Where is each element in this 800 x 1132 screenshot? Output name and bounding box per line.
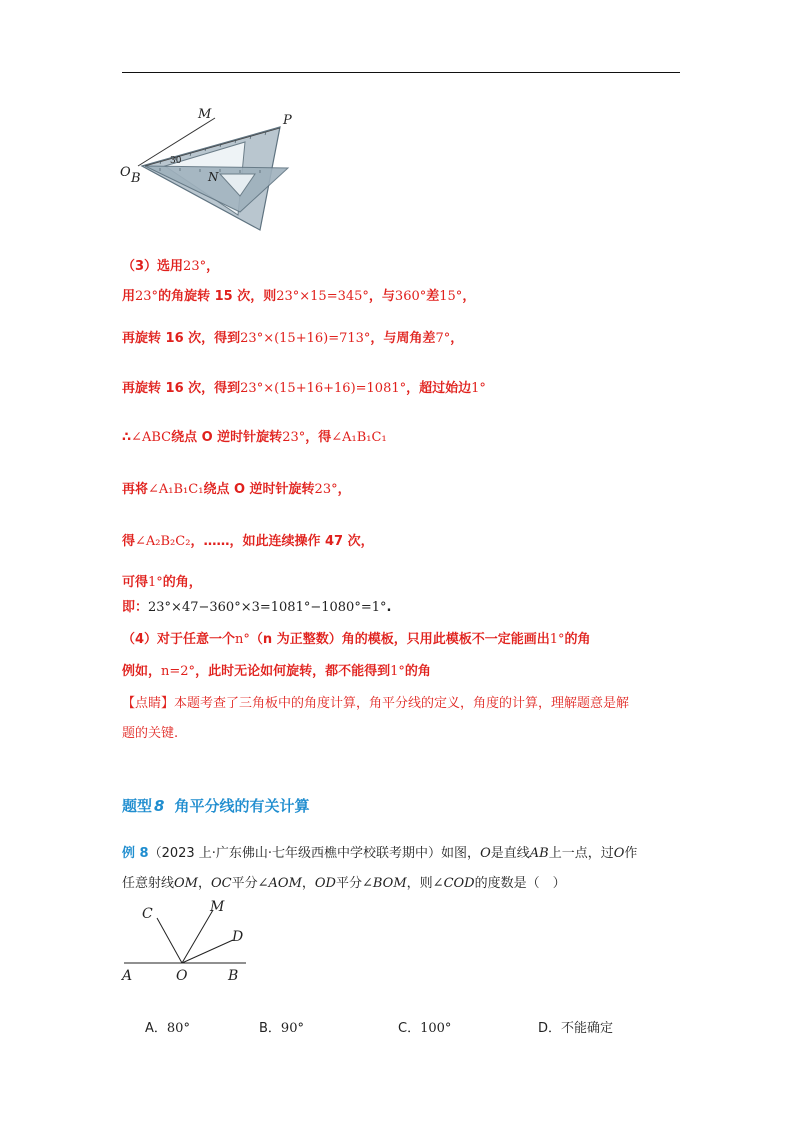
solution-line-8: 可得1°的角， [122,575,202,590]
solution-line-1: （3）选用23°， [122,259,220,274]
example-line-2: 任意射线OM，OC平分∠AOM，OD平分∠BOM，则∠COD的度数是（ ） [122,876,566,891]
example-tag: 例 8 [122,846,149,861]
label-b: B [228,968,239,983]
angle-bisector-figure [118,898,258,983]
option-c[interactable]: C．100° [398,1021,452,1036]
option-a[interactable]: A．80° [145,1021,190,1036]
solution-line-3: 再旋转 16 次，得到23°×(15+16)=713°，与周角差7°， [122,331,464,346]
label-c: C [142,906,153,922]
option-d[interactable]: D．不能确定 [538,1021,614,1036]
ray-oc [157,918,182,963]
label-p: P [283,113,292,128]
label-n: N [208,170,219,184]
solution-line-4: 再旋转 16 次，得到23°×(15+16+16)=1081°，超过始边1° [122,381,486,396]
label-o: O [176,968,188,983]
section-number: 8 [154,797,165,815]
section-label: 题型 [122,797,153,815]
solution-line-2: 用23°的角旋转 15 次，则23°×15=345°，与360°差15°， [122,289,476,304]
label-b: B [131,171,141,186]
solution-line-9: 即：23°×47−360°×3=1081°−1080°=1°. [122,600,392,615]
label-o: O [120,165,131,180]
solution-line-7: 得∠A₂B₂C₂，……，如此连续操作 47 次， [122,534,374,549]
header-rule [122,72,680,73]
label-d: D [232,929,244,945]
solution-line-6: 再将∠A₁B₁C₁绕点 O 逆时针旋转23°， [122,482,351,497]
solution-line-13: 题的关键. [122,726,179,741]
label-angle: 30 [170,156,182,166]
ray-om [182,910,213,963]
ray-od [182,940,233,963]
example-line-1: 例 8（2023 上·广东佛山·七年级西樵中学校联考期中）如图，O是直线AB上一点，过O作 [122,846,638,861]
option-b[interactable]: B．90° [259,1021,304,1036]
section-heading [122,795,309,816]
set-square-figure [120,100,310,235]
section-title: 角平分线的有关计算 [174,797,310,815]
label-m: M [210,899,225,915]
solution-line-11: 例如，n=2°，此时无论如何旋转，都不能得到1°的角 [122,664,431,679]
solution-line-5: ∴∠ABC绕点 O 逆时针旋转23°，得∠A₁B₁C₁ [122,430,387,445]
solution-line-10: （4）对于任意一个n°（n 为正整数）角的模板，只用此模板不一定能画出1°的角 [122,632,591,647]
label-m: M [198,107,212,122]
solution-line-12: 【点睛】本题考查了三角板中的角度计算，角平分线的定义，角度的计算，理解题意是解 [122,696,630,711]
label-a: A [122,968,133,983]
